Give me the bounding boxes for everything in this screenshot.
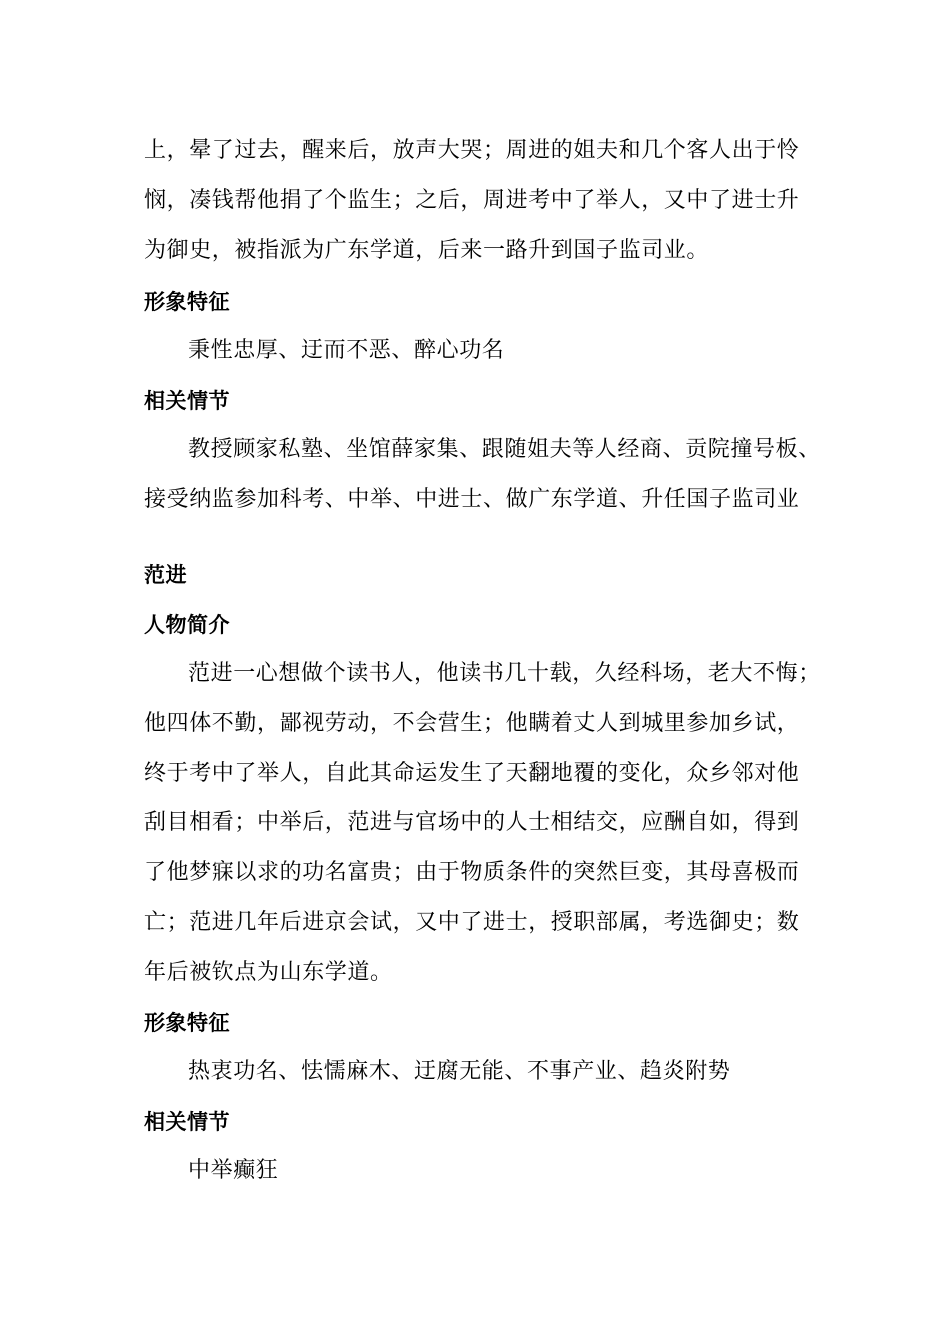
fan-jin-intro-line: 了他梦寐以求的功名富贵；由于物质条件的突然巨变，其母喜极而 [144,860,800,885]
zhou-jin-traits: 秉性忠厚、迂而不恶、醉心功名 [188,338,505,363]
fan-jin-intro-line: 范进一心想做个读书人，他读书几十载，久经科场，老大不悔； [188,661,821,686]
zhou-jin-intro-line: 为御史，被指派为广东学道，后来一路升到国子监司业。 [144,238,710,263]
fan-jin-intro-line: 亡；范进几年后进京会试，又中了进士，授职部属，考选御史；数 [144,910,800,935]
zhou-jin-intro-line: 上，晕了过去，醒来后，放声大哭；周进的姐夫和几个客人出于怜 [144,138,800,163]
fan-jin-plot-heading: 相关情节 [144,1110,230,1134]
zhou-jin-intro-line: 悯，凑钱帮他捐了个监生；之后，周进考中了举人，又中了进士升 [144,188,800,213]
fan-jin-intro-line: 他四体不勤，鄙视劳动，不会营生；他瞒着丈人到城里参加乡试， [144,711,800,736]
zhou-jin-plot-line: 教授顾家私塾、坐馆薛家集、跟随姐夫等人经商、贡院撞号板、 [188,437,821,462]
fan-jin-intro-line: 年后被钦点为山东学道。 [144,960,393,985]
zhou-jin-plot-heading: 相关情节 [144,389,230,413]
fan-jin-traits-heading: 形象特征 [144,1011,230,1035]
fan-jin-intro-line: 刮目相看；中举后，范进与官场中的人士相结交，应酬自如，得到 [144,810,800,835]
zhou-jin-traits-heading: 形象特征 [144,290,230,314]
fan-jin-traits: 热衷功名、怯懦麻木、迂腐无能、不事产业、趋炎附势 [188,1059,731,1084]
fan-jin-section-title: 范进 [144,563,187,587]
fan-jin-plot: 中举癫狂 [188,1158,279,1183]
fan-jin-intro-line: 终于考中了举人，自此其命运发生了天翻地覆的变化，众乡邻对他 [144,761,800,786]
zhou-jin-plot-line: 接受纳监参加科考、中举、中进士、做广东学道、升任国子监司业 [144,487,800,512]
fan-jin-intro-heading: 人物简介 [144,613,230,637]
